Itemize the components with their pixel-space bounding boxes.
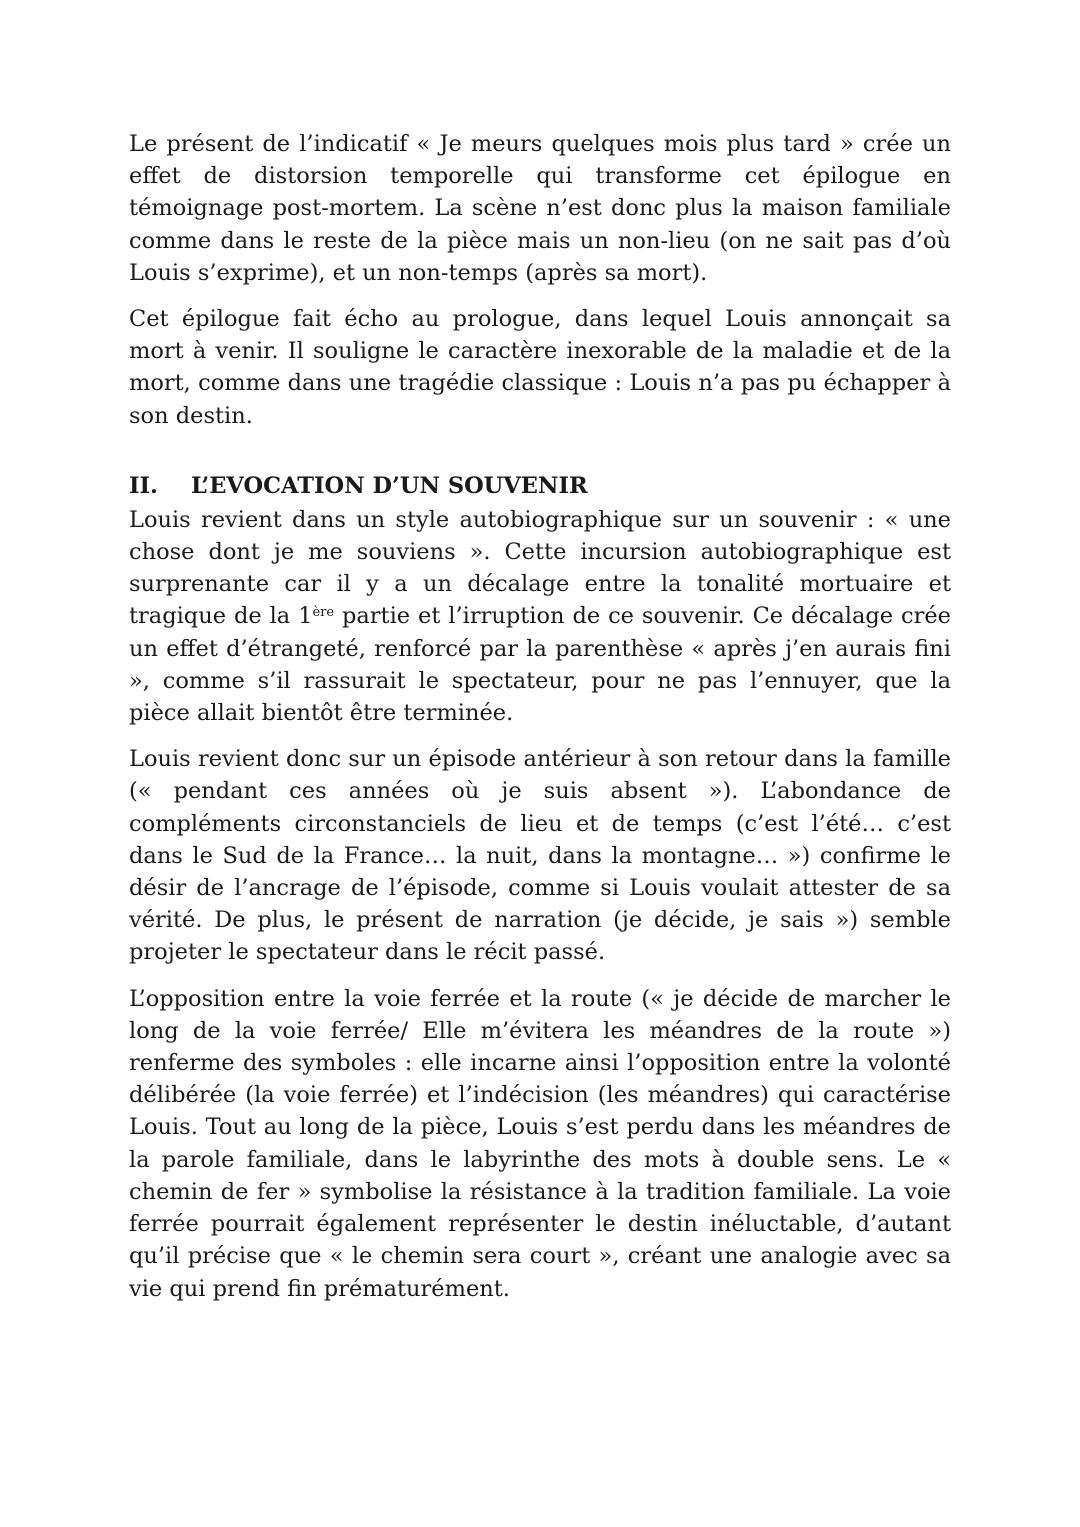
paragraph-present-indicatif: Le présent de l’indicatif « Je meurs quelques mois plus tard » crée un effet de distorsion temporelle qui transforme cet épilogue en témoignage post-mortem. La scène n’est donc plus la maison familiale comme dans le reste de la pièce mais un non-lieu (on ne sait pas d’où Louis s’exprime), et un non-temps (après sa mort). — [129, 131, 951, 286]
paragraph-autobiographique — [129, 504, 951, 729]
superscript-ere: ère — [312, 605, 335, 621]
paragraph-text-end: partie et l’irruption de ce souvenir. Ce décalage crée un effet d’étrangeté, renforcé par la parenthèse « après j’en aurais fini », comme s’il rassurait le spectateur, pour ne pas l’ennuyer, que la pièce allait bientôt être terminée. — [129, 603, 951, 727]
section-evocation-souvenir — [129, 470, 951, 1305]
paragraph-episode-anterieur: Louis revient donc sur un épisode antérieur à son retour dans la famille (« pendant ces années où je suis absent »). L’abondance de compléments circonstanciels de lieu et de temps (c’est l’été… c’est dans le Sud de la France… la nuit, dans la montagne… ») confirme le désir de l’ancrage de l’épisode, comme si Louis voulait attester de sa vérité. De plus, le présent de narration (je décide, je sais ») semble projeter le spectateur dans le récit passé. — [129, 746, 951, 966]
section-heading — [129, 470, 951, 502]
document-page — [129, 128, 951, 1305]
section-number: II. — [129, 472, 158, 499]
paragraph-epilogue-prologue: Cet épilogue fait écho au prologue, dans lequel Louis annonçait sa mort à venir. Il souligne le caractère inexorable de la maladie et de la mort, comme dans une tragédie classique : Louis n’a pas pu échapper à son destin. — [129, 306, 951, 429]
paragraph-text-start: Louis revient dans un style autobiographique sur un souvenir : « une chose dont je me souviens ». Cette incursion autobiographique est surprenante car il y a un décalage entre la tonalité mortuaire et tragique de la 1 — [129, 506, 951, 630]
paragraph-voie-ferree: L’opposition entre la voie ferrée et la route (« je décide de marcher le long de la voie ferrée/ Elle m’évitera les méandres de la route ») renferme des symboles : elle incarne ainsi l’opposition entre la volonté délibérée (la voie ferrée) et l’indécision (les méandres) qui caractérise Louis. Tout au long de la pièce, Louis s’est perdu dans les méandres de la parole familiale, dans le labyrinthe des mots à double sens. Le « chemin de fer » symbolise la résistance à la tradition familiale. La voie ferrée pourrait également représenter le destin inéluctable, d’autant qu’il précise que « le chemin sera court », créant une analogie avec sa vie qui prend fin prématurément. — [129, 985, 951, 1302]
section-title: L’EVOCATION D’UN SOUVENIR — [191, 472, 588, 499]
